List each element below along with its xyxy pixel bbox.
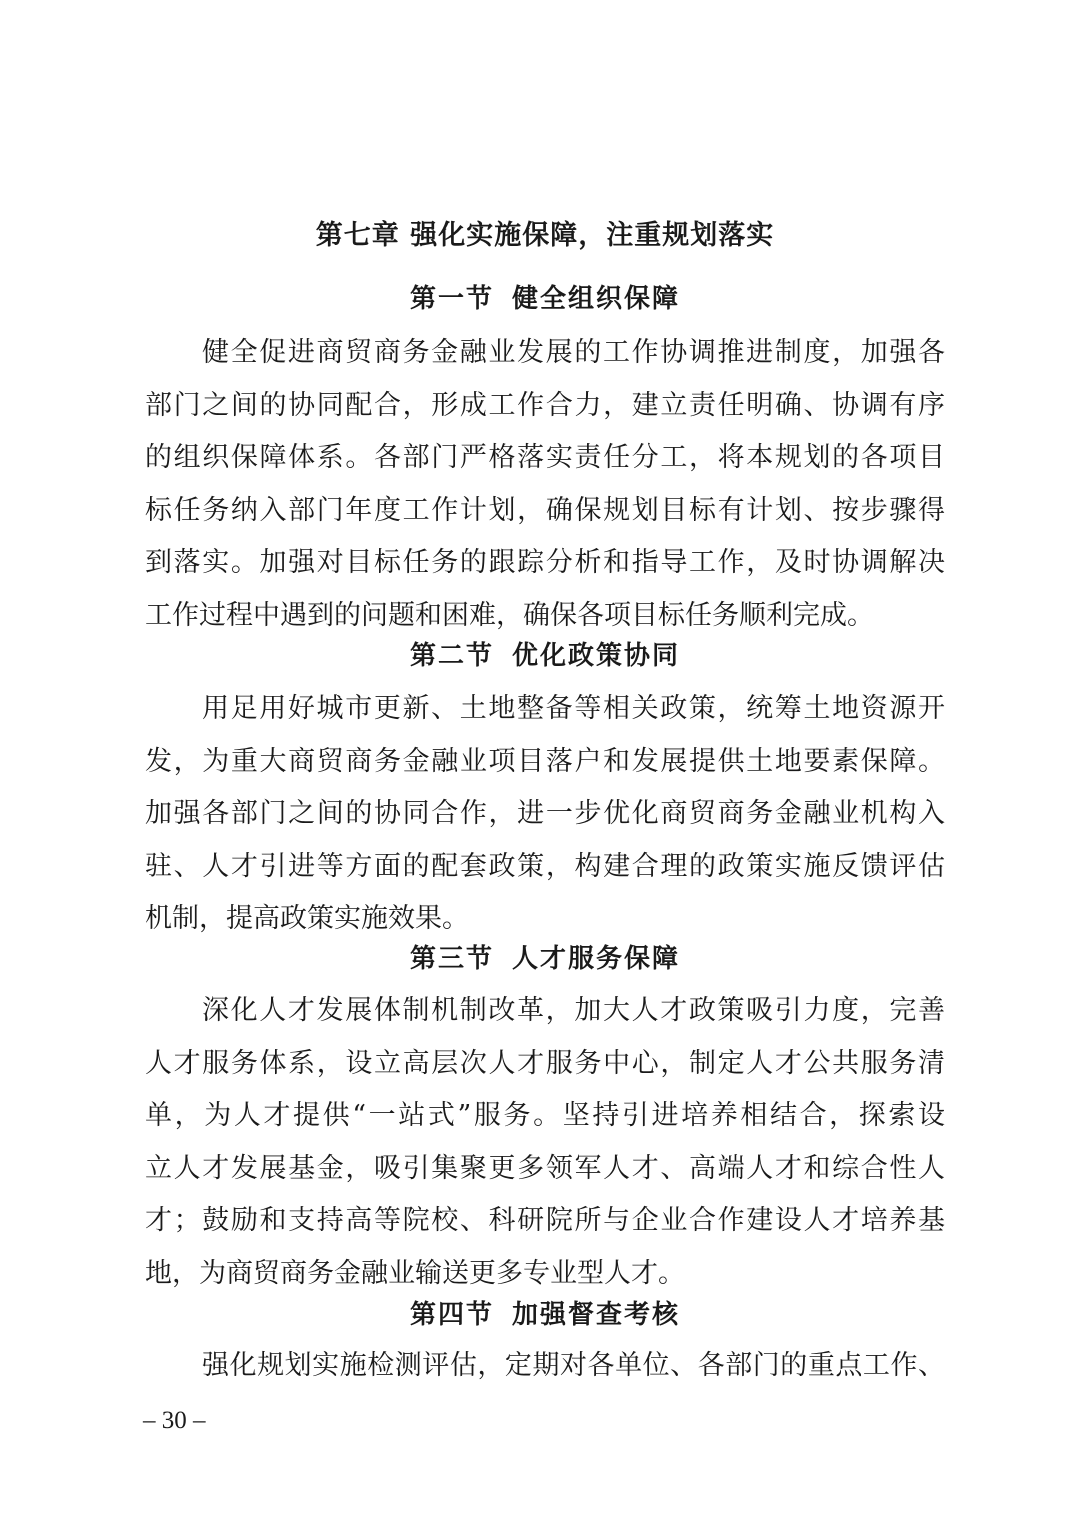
text-line: 加强各部门之间的协同合作，进一步优化商贸商务金融业机构入	[145, 798, 945, 829]
section-title: 优化政策协同	[512, 641, 681, 671]
section-heading-4	[0, 1295, 1080, 1335]
text-line: 驻、人才引进等方面的配套政策，构建合理的政策实施反馈评估	[145, 850, 945, 882]
text-line: 才；鼓励和支持高等院校、科研院所与企业合作建设人才培养基	[145, 1205, 945, 1236]
section-number: 第三节	[409, 944, 494, 974]
text-line: 发，为重大商贸商务金融业项目落户和发展提供土地要素保障。	[145, 745, 945, 777]
text-line: 单，为人才提供“一站式”服务。坚持引进培养相结合，探索设	[145, 1100, 945, 1131]
text-line: 机制，提高政策实施效果。	[145, 903, 469, 934]
paragraph-section-3	[145, 985, 945, 1300]
text-line: 用足用好城市更新、土地整备等相关政策，统筹土地资源开	[202, 693, 945, 724]
section-number: 第二节	[409, 641, 494, 671]
page-number: – 30 –	[143, 1407, 206, 1434]
text-line: 强化规划实施检测评估，定期对各单位、各部门的重点工作、	[202, 1350, 945, 1381]
text-line: 到落实。加强对目标任务的跟踪分析和指导工作，及时协调解决	[145, 547, 945, 578]
text-line: 地，为商贸商务金融业输送更多专业型人才。	[145, 1257, 685, 1289]
text-line: 标任务纳入部门年度工作计划，确保规划目标有计划、按步骤得	[145, 494, 945, 526]
text-line: 深化人才发展体制机制改革，加大人才政策吸引力度，完善	[202, 995, 945, 1026]
section-title: 人才服务保障	[512, 944, 681, 974]
paragraph-section-4	[145, 1340, 945, 1393]
section-heading-2	[0, 636, 1080, 676]
text-line: 人才服务体系，设立高层次人才服务中心，制定人才公共服务清	[145, 1047, 945, 1079]
text-line: 立人才发展基金，吸引集聚更多领军人才、高端人才和综合性人	[145, 1152, 945, 1184]
section-title: 健全组织保障	[512, 284, 681, 314]
section-number: 第四节	[409, 1300, 494, 1330]
paragraph-section-2	[145, 683, 945, 946]
chapter-title: 第七章 强化实施保障，注重规划落实	[315, 220, 775, 251]
paragraph-section-1	[145, 327, 945, 642]
section-title: 加强督查考核	[512, 1300, 681, 1330]
section-number: 第一节	[409, 284, 494, 314]
text-line: 工作过程中遇到的问题和困难，确保各项目标任务顺利完成。	[145, 599, 874, 631]
text-line: 的组织保障体系。各部门严格落实责任分工，将本规划的各项目	[145, 442, 945, 473]
section-heading-3	[0, 939, 1080, 979]
text-line: 健全促进商贸商务金融业发展的工作协调推进制度，加强各	[202, 337, 945, 368]
text-line: 部门之间的协同配合，形成工作合力，建立责任明确、协调有序	[145, 389, 945, 421]
section-heading-1	[0, 279, 1080, 319]
